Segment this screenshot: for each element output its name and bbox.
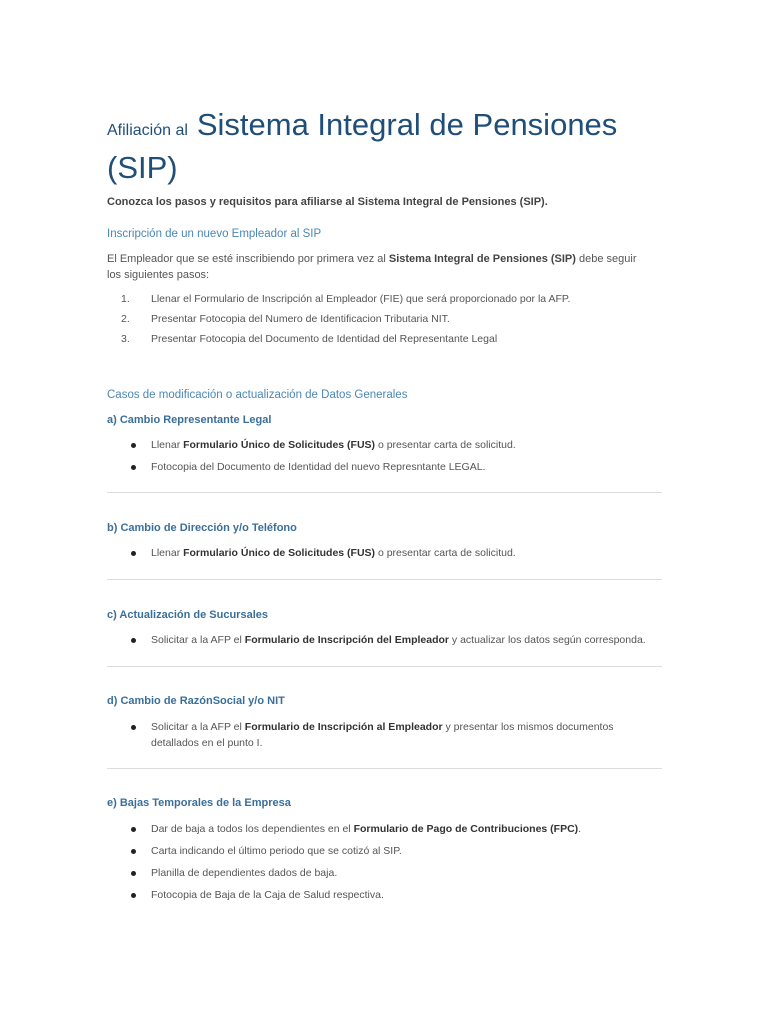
list-item [107, 719, 627, 751]
list-item [107, 545, 662, 561]
item-text: o presentar carta de solicitud. [375, 439, 516, 451]
title-prefix: Afiliación al [107, 122, 188, 139]
case-e-list [107, 821, 662, 909]
case-a-list [107, 437, 662, 481]
para-text-bold: Sistema Integral de Pensiones (SIP) [388, 253, 576, 265]
bullet-icon [131, 465, 136, 470]
item-bold-text: Formulario de Inscripción del Empleador [244, 634, 449, 646]
step-number: 1. [121, 293, 130, 305]
case-b-list [107, 545, 662, 567]
inscripcion-paragraph [107, 251, 647, 283]
step-text: Presentar Fotocopia del Numero de Identificacion Tributaria NIT. [151, 313, 450, 325]
bullet-icon [131, 893, 136, 898]
item-bold-text: Formulario Único de Solicitudes (FUS) [183, 439, 376, 451]
step-number: 2. [121, 313, 130, 325]
item-bold-text: Formulario de Inscripción al Empleador [244, 721, 443, 733]
divider [107, 666, 662, 667]
case-c-heading: c) Actualización de Sucursales [107, 609, 268, 621]
case-a-heading: a) Cambio Representante Legal [107, 414, 272, 426]
item-text: Solicitar a la AFP el [151, 634, 245, 646]
bullet-icon [131, 725, 136, 730]
title-main: Sistema Integral de Pensiones (SIP) [107, 107, 618, 185]
item-text: Carta indicando el último periodo que se cotizó al SIP. [151, 845, 402, 857]
list-item [107, 821, 662, 837]
intro-text: Conozca los pasos y requisitos para afiliarse al Sistema Integral de Pensiones (SIP). [107, 196, 548, 208]
bullet-icon [131, 551, 136, 556]
inscripcion-heading: Inscripción de un nuevo Empleador al SIP [107, 228, 322, 240]
step-number: 3. [121, 333, 130, 345]
case-d-heading: d) Cambio de RazónSocial y/o NIT [107, 695, 285, 707]
item-text: Fotocopia de Baja de la Caja de Salud respectiva. [151, 889, 384, 901]
item-text: Llenar [151, 439, 184, 451]
para-text-before: El Empleador que se esté inscribiendo por primera vez al [107, 253, 389, 265]
step-text: Presentar Fotocopia del Documento de Identidad del Representante Legal [151, 333, 498, 345]
bullet-icon [131, 443, 136, 448]
list-item [107, 843, 662, 859]
list-item [107, 459, 662, 475]
bullet-icon [131, 871, 136, 876]
case-e-heading: e) Bajas Temporales de la Empresa [107, 797, 291, 809]
item-text: Solicitar a la AFP el [151, 721, 245, 733]
list-item [107, 865, 662, 881]
list-item [107, 437, 662, 453]
item-text: Llenar [151, 547, 184, 559]
case-c-list [107, 632, 662, 654]
item-bold-text: Formulario Único de Solicitudes (FUS) [183, 547, 376, 559]
step-text: Llenar el Formulario de Inscripción al Empleador (FIE) que será proporcionado por la AFP. [151, 293, 571, 305]
list-item [107, 632, 662, 648]
item-text: Planilla de dependientes dados de baja. [151, 867, 338, 879]
bullet-icon [131, 638, 136, 643]
item-bold-text: Formulario de Pago de Contribuciones (FPC) [353, 823, 579, 835]
item-text: y actualizar los datos según corresponda. [449, 634, 646, 646]
divider [107, 492, 662, 493]
para-text-after: debe seguir los siguientes pasos: [107, 253, 637, 281]
item-text: Fotocopia del Documento de Identidad del nuevo Represntante LEGAL. [151, 461, 486, 473]
bullet-icon [131, 849, 136, 854]
item-text: . [578, 823, 582, 835]
bullet-icon [131, 827, 136, 832]
page-title [107, 106, 662, 186]
divider [107, 768, 662, 769]
item-text: y presentar los mismos documentos detallados en el punto I. [151, 721, 614, 749]
item-text: o presentar carta de solicitud. [375, 547, 516, 559]
casos-heading: Casos de modificación o actualización de Datos Generales [107, 389, 408, 401]
case-d-list [107, 719, 627, 757]
case-b-heading: b) Cambio de Dirección y/o Teléfono [107, 522, 297, 534]
item-text: Dar de baja a todos los dependientes en el [151, 823, 354, 835]
divider [107, 579, 662, 580]
list-item [107, 887, 662, 903]
